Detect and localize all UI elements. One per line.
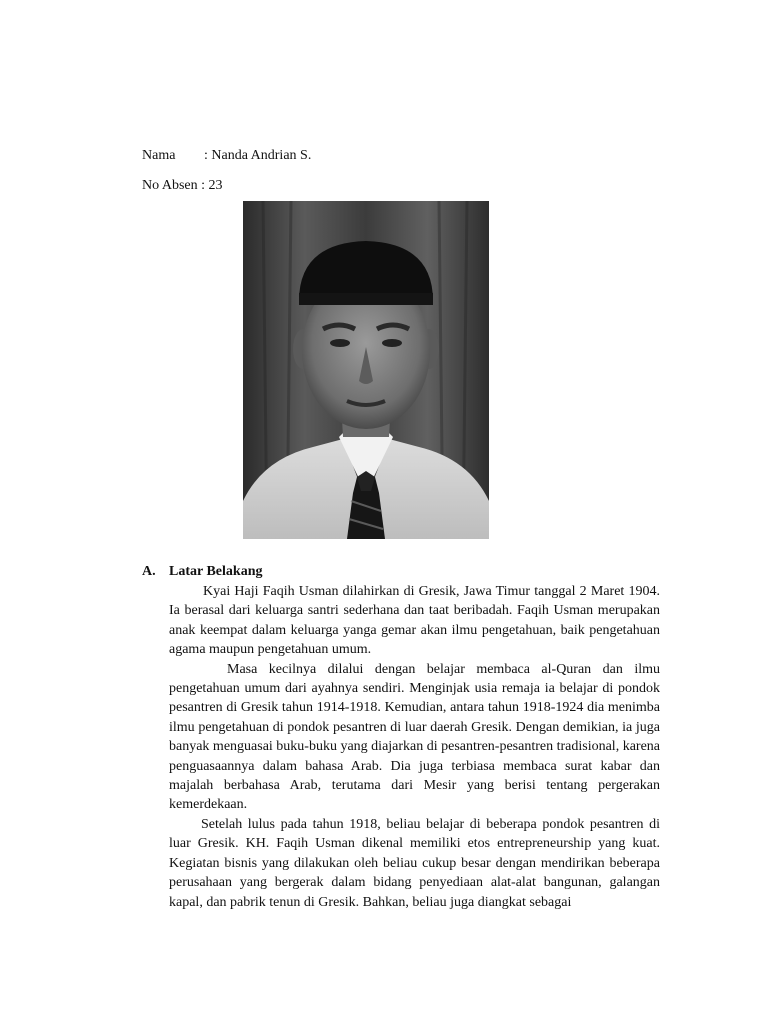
absen-label: No Absen [142, 178, 198, 193]
section-title: Latar Belakang [169, 564, 263, 579]
student-name-line [142, 147, 311, 165]
attendance-number-line [142, 177, 223, 195]
paragraph: Setelah lulus pada tahun 1918, beliau belajar di beberapa pondok pesantren di luar Gresik. KH. Faqih Usman dikenal memiliki etos entrepreneurship yang kuat. Kegiatan bisnis yang dilakukan oleh beliau cukup besar dengan mendirikan beberapa perusahaan yang bergerak dalam bidang penyediaan alat-alat bangunan, galangan kapal, dan pabrik tenun di Gresik. Bahkan, beliau juga diangkat sebagai [169, 816, 660, 910]
paragraph: Masa kecilnya dilalui dengan belajar membaca al-Quran dan ilmu pengetahuan umum dari ayahnya sendiri. Menginjak usia remaja ia belajar di pondok pesantren di Gresik tahun 1914-1918. Kemudian, antara tahun 1918-1924 dia menimba ilmu pengetahuan di pondok pesantren di luar daerah Gresik. Dengan demikian, ia juga banyak menguasai buku-buku yang diajarkan di pesantren-pesantren tradisional, karena penguasaannya dalam bahasa Arab. Dia juga terbiasa membaca surat kabar dan majalah berbahasa Arab, terutama dari Mesir yang berisi tentang pergerakan kemerdekaan. [169, 661, 660, 813]
name-value: : Nanda Andrian S. [204, 148, 312, 163]
section-number: A. [142, 564, 156, 579]
body-text [169, 582, 660, 912]
portrait-illustration [243, 201, 489, 539]
paragraph: Kyai Haji Faqih Usman dilahirkan di Gresik, Jawa Timur tanggal 2 Maret 1904. Ia berasal dari keluarga santri sederhana dan taat beribadah. Faqih Usman merupakan anak keempat dalam keluarga yanga gemar akan ilmu pengetahuan, baik pengetahuan agama maupun pengetahuan umum. [169, 584, 660, 658]
section-heading [142, 563, 262, 581]
portrait-photo [243, 201, 489, 539]
name-label: Nama [142, 148, 176, 163]
absen-value: : 23 [201, 178, 223, 193]
